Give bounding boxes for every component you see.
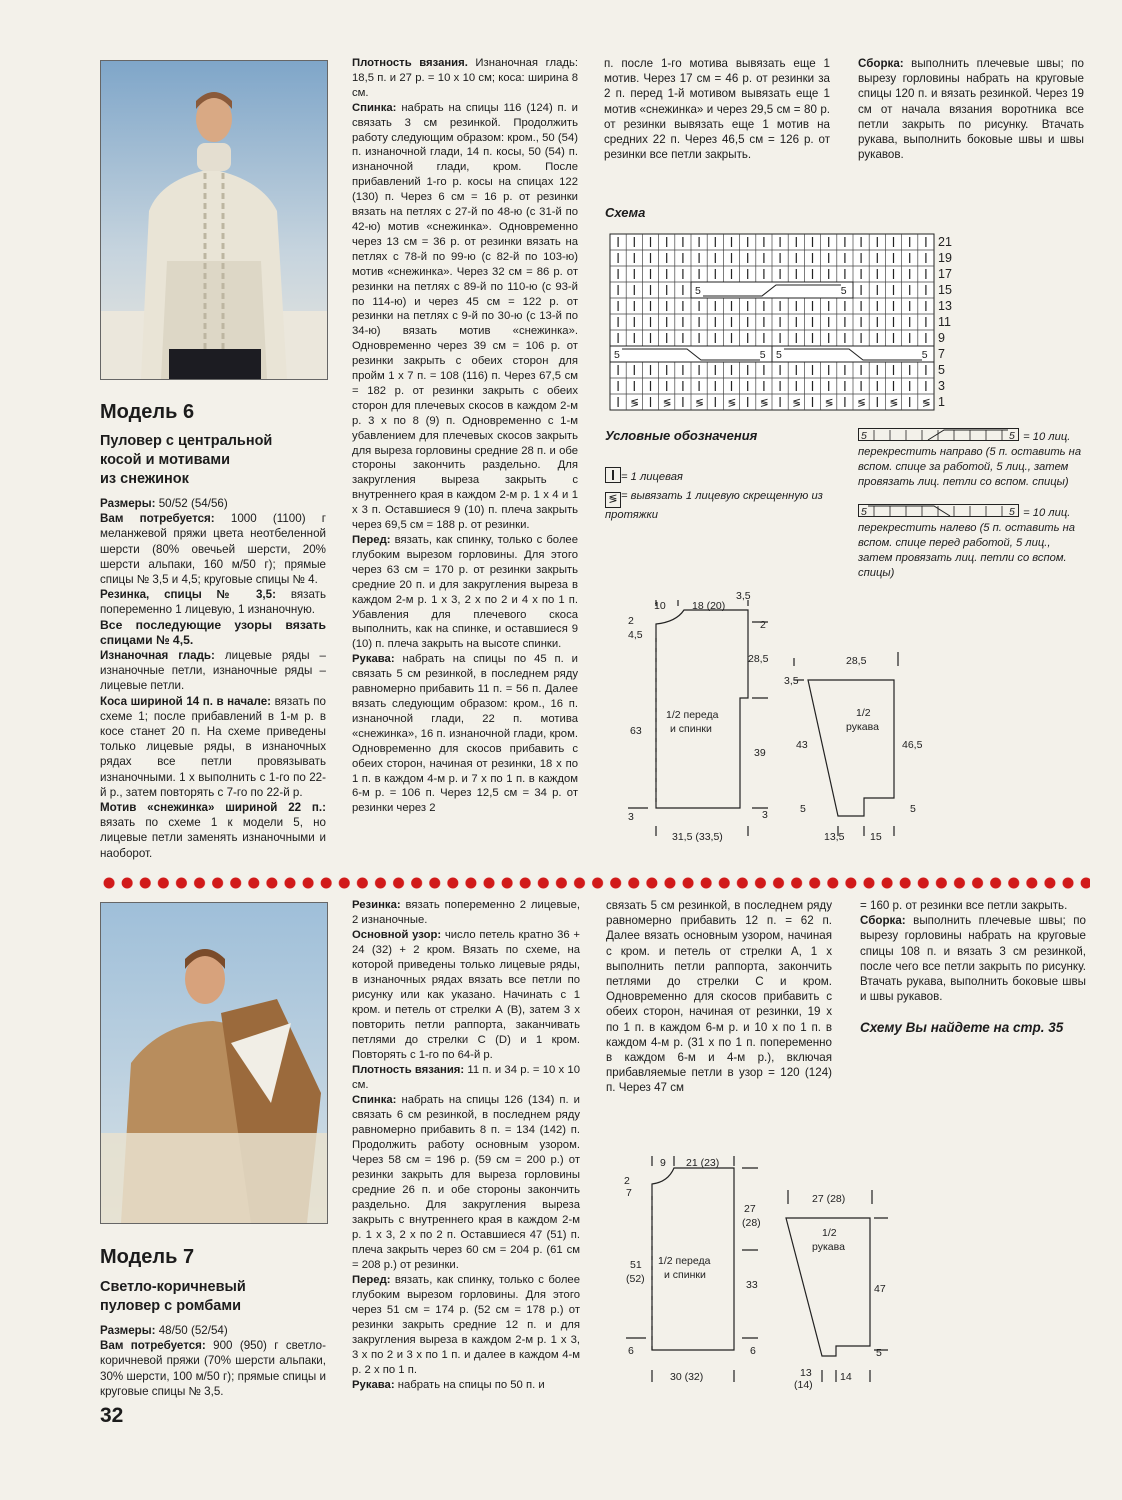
dim-left-3: 63 bbox=[630, 725, 642, 737]
para-text: 1000 (1100) г меланжевой пряжи цвета неотбеленной шерсти (80% овечьей шерсти, 20% шерсти альпаки, 160 м/50 г); прямые спицы № 3,5 и 4,5; круговые спицы № 4. bbox=[100, 512, 326, 587]
model7-garment-pattern bbox=[618, 1150, 908, 1394]
sleeve-bottom-1: 13,5 bbox=[824, 831, 845, 843]
sleeve-right-2: 5 bbox=[910, 803, 916, 815]
para-label: Сборка: bbox=[860, 914, 906, 928]
cable-number: 5 bbox=[921, 349, 928, 361]
model6-photo-illustration bbox=[101, 61, 327, 379]
sleeve-label-2: рукава bbox=[812, 1241, 845, 1253]
dim-left-5: 6 bbox=[628, 1345, 634, 1357]
model6-subtitle-line-2: косой и мотивами bbox=[100, 452, 231, 468]
dim-top-2: 18 (20) bbox=[692, 600, 726, 612]
dim-right-2: (28) bbox=[742, 1217, 761, 1229]
para-text: вязать по схеме 1; после прибавлений в 1-м р. в косе станет 20 п. На схеме приведены только лицевые ряды, в изнаночных рядах все петли провязывать изнаночными. 1 х выполнить с 1-го по 22-й р., затем повторять с 7-го по 22-й р. bbox=[100, 694, 326, 799]
see-also-note: Схему Вы найдете на стр. 35 bbox=[860, 1020, 1064, 1035]
paragraph bbox=[100, 587, 326, 617]
cable-num-left: 5 bbox=[861, 506, 867, 518]
knitting-chart bbox=[600, 228, 960, 414]
paragraph bbox=[858, 56, 1084, 162]
para-text: число петель кратно 36 + 24 (32) + 2 кром. Вязать по схеме, на которой приведены только лицевые ряды, в изнаночных рядах вязать все петли по рисунку или как указано. Начинать с 1 кром. и петель от стрелки А (В), затем 3 х повторить петли раппорта, заканчивать петлями до стрелки С (D) и 1 кром. Повторять с 1-го по 64-й р. bbox=[352, 929, 581, 1061]
para-label: Перед: bbox=[352, 534, 391, 546]
paragraph bbox=[100, 496, 326, 511]
sleeve-label-1: 1/2 bbox=[822, 1227, 837, 1239]
dim-left-1: 2 bbox=[628, 615, 634, 627]
paragraph bbox=[352, 898, 580, 928]
model6-subtitle-line-1: Пуловер с центральной bbox=[100, 433, 273, 449]
para-text: набрать на спицы 116 (124) п. и связать 3 см резинкой. Продолжить работу следующим образом: кром., 50 (54) п. изнаночной глади, 14 п. косы, 50 (54) п. изнаночной глади, кром. После прибавлений 1-го р. косы на спицах 122 (130) п. Через 6 см = 16 р. от резинки вязать на петлях с 27-й по 48-ю (с 31-й по 42-ю) мотив «снежинка». Одновременно через 13 см = 36 р. от резинки вязать на петлях с 78-й по 99-ю (с 82-й по 103-ю) мотив «снежинка». Через 32 см = 86 р. от резинки на петлях с 89-й по 110-ю (с 93-й по 114-ю) и через 45 см = 122 р. от резинки на петлях с 9-й по 30-ю (с 13-й по 34-ю) вязать мотив «снежинка». Одновременно через 39 см = 106 р. от резинки закрыть с обеих сторон для пройм 1 х 7 п. = 108 (116) п. Через 67,5 см = 182 р. от резинки закрыть с обеих сторон для плечевых скосов в каждом 2-м р. 3 х по 8 (9) п. Одновременно с 1-м убавлением для плечевых скосов закрыть для выреза горловины средние 28 п. и обе стороны закончить раздельно. Для закругления выреза закрыть с внутреннего края в каждом 2-м р. 1 х 4 и 1 х 3 п. Оставшиеся 9 (10) п. плеча закрыть через 69,5 см = 188 р. от резинки. bbox=[352, 101, 578, 532]
para-label: Мотив «снежинка» шириной 22 п.: bbox=[100, 801, 326, 815]
para-label: Основной узор: bbox=[352, 929, 442, 941]
twisted-knit-cell: ≶ bbox=[921, 397, 931, 409]
row-number: 11 bbox=[938, 315, 951, 329]
paragraph bbox=[352, 1273, 580, 1378]
para-label: Изнаночная гладь: bbox=[100, 649, 215, 663]
para-label: Коса шириной 14 п. в начале: bbox=[100, 694, 272, 708]
model7-subtitle-line-2: пуловер с ромбами bbox=[100, 1298, 241, 1314]
para-label: Плотность вязания: bbox=[352, 1064, 465, 1076]
paragraph bbox=[100, 694, 326, 800]
model7-col3 bbox=[606, 898, 832, 1096]
paragraph bbox=[352, 56, 578, 101]
model7-photo bbox=[100, 902, 328, 1224]
dim-right-4: 6 bbox=[750, 1345, 756, 1357]
sleeve-label-2: рукава bbox=[846, 721, 879, 733]
dim-top-1: 9 bbox=[660, 1157, 666, 1169]
row-number: 17 bbox=[938, 267, 952, 281]
body-label-2: и спинки bbox=[664, 1269, 706, 1281]
page-number: 32 bbox=[100, 1404, 124, 1427]
para-label: Рукава: bbox=[352, 1379, 395, 1391]
paragraph bbox=[352, 101, 578, 533]
dim-left-2: 7 bbox=[626, 1187, 632, 1199]
paragraph bbox=[100, 618, 326, 648]
model7-subtitle bbox=[100, 1278, 246, 1316]
para-label: Перед: bbox=[352, 1274, 391, 1286]
cable-number: 5 bbox=[759, 349, 766, 361]
model6-subtitle-line-3: из снежинок bbox=[100, 471, 189, 487]
dim-top-3: 3,5 bbox=[736, 590, 751, 602]
paragraph bbox=[100, 648, 326, 694]
sleeve-top: 28,5 bbox=[846, 655, 867, 667]
para-label: Все последующие узоры вязать спицами № 4,5. bbox=[100, 617, 326, 647]
para-text: набрать на спицы 126 (134) п. и связать 6 см резинкой, в последнем ряду равномерно прибавить 8 п. = 134 (142) п. Продолжить работу основным узором. Через 58 см = 196 р. (59 см = 200 р.) от резинки закрыть для выреза горловины средние 26 п. и обе стороны закончить раздельно. Для закругления выреза закрыть с внутреннего края в каждом 2-м р. 1 х 3, 2 х по 2 п. Оставшиеся 47 (51) п. плеча закрыть через 60 см = 204 р. (61 см = 208 р.) от резинки. bbox=[352, 1094, 580, 1271]
section-divider-dots bbox=[100, 876, 1090, 890]
twisted-knit-cell: ≶ bbox=[695, 397, 704, 409]
dim-left-3: 51 bbox=[630, 1259, 642, 1271]
paragraph bbox=[352, 1378, 580, 1393]
twisted-knit-cell: ≶ bbox=[662, 397, 672, 409]
paragraph bbox=[100, 511, 326, 587]
paragraph bbox=[352, 1063, 580, 1093]
twisted-knit-cell: ≶ bbox=[824, 397, 834, 409]
model7-col1 bbox=[100, 1323, 326, 1399]
twisted-knit-cell: ≶ bbox=[889, 397, 899, 409]
model6-garment-pattern bbox=[618, 586, 938, 850]
model6-col1 bbox=[100, 496, 326, 861]
para-text: вязать попеременно 2 лицевые, 2 изнаночные. bbox=[352, 899, 580, 926]
row-number: 5 bbox=[938, 363, 945, 377]
cable-number: 5 bbox=[776, 349, 782, 361]
paragraph bbox=[606, 898, 832, 1096]
twisted-knit-cell: ≶ bbox=[857, 397, 866, 409]
para-text: выполнить плечевые швы; по вырезу горловины набрать на круговые спицы 108 п. и вязать 3 см резинкой, после чего все петли закрыть по рисунку. Втачать рукава, выполнить боковые швы и швы рукавов. bbox=[860, 914, 1086, 1004]
chart-grid bbox=[610, 234, 934, 410]
cable-legend-right-text: = 10 лиц. перекрестить направо (5 п. оставить на вспом. спице за работой, 5 лиц., затем провязать лиц. петли со вспом. спицы) bbox=[858, 431, 1082, 488]
para-text: 48/50 (52/54) bbox=[155, 1324, 228, 1337]
para-label: Спинка: bbox=[352, 101, 397, 114]
dim-top-1: 10 bbox=[654, 600, 666, 612]
model6-title: Модель 6 bbox=[100, 401, 195, 423]
model7-photo-illustration bbox=[101, 903, 327, 1223]
para-text: вязать попеременно 1 лицевую, 1 изнаночную. bbox=[100, 588, 326, 617]
body-label-1: 1/2 переда bbox=[666, 709, 719, 721]
model7-subtitle-line-1: Светло-коричневый bbox=[100, 1279, 246, 1295]
body-label-1: 1/2 переда bbox=[658, 1255, 711, 1267]
model6-col4 bbox=[858, 56, 1084, 162]
para-label: Спинка: bbox=[352, 1094, 397, 1106]
cable-legend-left bbox=[858, 504, 1084, 581]
para-label: Размеры: bbox=[100, 497, 156, 510]
dim-left-1: 2 bbox=[624, 1175, 630, 1187]
dim-right-3: 33 bbox=[746, 1279, 758, 1291]
paragraph bbox=[100, 800, 326, 861]
row-number: 13 bbox=[938, 299, 952, 313]
model7-col4 bbox=[860, 898, 1086, 1004]
row-number: 7 bbox=[938, 347, 945, 361]
para-text: набрать на спицы по 50 п. и bbox=[394, 1379, 545, 1391]
para-text: 50/52 (54/56) bbox=[155, 497, 228, 510]
dim-right-2: 28,5 bbox=[748, 653, 769, 665]
model6-col2 bbox=[352, 56, 578, 816]
row-number: 3 bbox=[938, 379, 945, 393]
sleeve-label-1: 1/2 bbox=[856, 707, 871, 719]
dim-left-4: 3 bbox=[628, 811, 634, 823]
body-label-2: и спинки bbox=[670, 723, 712, 735]
paragraph bbox=[860, 898, 1086, 913]
paragraph bbox=[352, 1093, 580, 1273]
sleeve-right-1: 46,5 bbox=[902, 739, 923, 751]
para-text: лицевые ряды – изнаночные петли, изнаночные ряды – лицевые петли. bbox=[100, 649, 326, 693]
para-text: = 160 р. от резинки все петли закрыть. bbox=[860, 899, 1068, 912]
legend-twisted-text: = вывязать 1 лицевую скрещенную из протяжки bbox=[605, 490, 823, 521]
sleeve-right-1: 47 bbox=[874, 1283, 886, 1295]
sleeve-left-1: 3,5 bbox=[784, 675, 799, 687]
dim-right-1: 2 bbox=[760, 619, 766, 631]
cable-legend-left-text: = 10 лиц. перекрестить налево (5 п. оставить на вспом. спице перед работой, 5 лиц., затем провязать лиц. петли со вспом. спицы) bbox=[858, 507, 1075, 579]
para-text: вязать, как спинку, только с более глубоким вырезом горловины. Для этого через 51 см = 174 р. (52 см = 178 р.) от резинки закрыть средние 12 п. и для закругления выреза в каждом 2-м р. 1 х 3, 3 х по 2 и 3 х по 1 п. и далее в каждом 4-м р. 2 х по 1 п. bbox=[352, 1274, 580, 1376]
sleeve-bottom-2: (14) bbox=[794, 1379, 813, 1391]
paragraph bbox=[352, 533, 578, 652]
para-label: Вам потребуется: bbox=[100, 512, 215, 526]
sleeve-bottom-1: 13 bbox=[800, 1367, 812, 1379]
sleeve-right-2: 5 bbox=[876, 1347, 882, 1359]
para-label: Размеры: bbox=[100, 1324, 156, 1337]
legend-twisted bbox=[605, 489, 835, 523]
para-label: Рукава: bbox=[352, 653, 395, 666]
cable-number: 5 bbox=[840, 285, 847, 297]
sleeve-bottom-3: 14 bbox=[840, 1371, 852, 1383]
para-label: Резинка: bbox=[352, 899, 401, 911]
cable-num-left: 5 bbox=[861, 430, 867, 442]
knit-icon bbox=[605, 467, 621, 483]
para-text: п. после 1-го мотива вывязать еще 1 мотив. Через 17 см = 46 р. от резинки за 2 п. перед 1-й мотивом вывязать еще 1 мотив «снежинка» и через 29,5 см = 80 р. от резинки вывязать еще 1 мотив на средних 22 п. Через 46,5 см = 126 р. от резинки все петли закрыть. bbox=[604, 57, 830, 162]
dim-bottom: 31,5 (33,5) bbox=[672, 831, 723, 843]
para-text: выполнить плечевые швы; по вырезу горловины набрать на круговые спицы 120 п. и вязать резинкой. Через 19 см от начала вязания воротника все петли закрыть по рисунку. Втачать рукава, выполнить боковые швы и швы рукавов. bbox=[858, 57, 1084, 162]
dim-top-2: 21 (23) bbox=[686, 1157, 720, 1169]
para-text: связать 5 см резинкой, в последнем ряду равномерно прибавить 12 п. = 62 п. Далее вязать основным узором, начиная с кром. и петель от стрелки А, 1 х выполнить петли раппорта, закончить петлями до стрелки С и кром. Одновременно для скосов прибавить с обеих сторон, начиная от резинки, 19 х по 1 п. в каждом 6-м р. и 10 х по 1 п. в каждом 4-м р. (31 х по 1 п. попеременно в каждом 6-м и 4-м р.), включая прибавляемые петли в узор = 120 (124) п. Через 47 см bbox=[606, 899, 832, 1095]
sleeve-left-2: 43 bbox=[796, 739, 808, 751]
twisted-knit-cell: ≶ bbox=[759, 397, 769, 409]
dim-right-4: 3 bbox=[762, 809, 768, 821]
cable-number: 5 bbox=[695, 285, 701, 297]
paragraph bbox=[352, 652, 578, 816]
model7-col2 bbox=[352, 898, 580, 1393]
paragraph bbox=[860, 913, 1086, 1004]
chart-row-numbers bbox=[938, 235, 952, 409]
paragraph bbox=[100, 1338, 326, 1399]
para-text: 11 п. и 34 р. = 10 х 10 см. bbox=[352, 1064, 581, 1091]
dim-right-1: 27 bbox=[744, 1203, 756, 1215]
sleeve-top: 27 (28) bbox=[812, 1193, 846, 1205]
twisted-knit-cell: ≶ bbox=[792, 397, 802, 409]
para-text: набрать на спицы по 45 п. и связать 5 см резинкой, в последнем ряду равномерно прибавить 11 п. = 56 п. Далее вязать следующим образом: кром., 16 п. изнаночной глади, 22 п. мотива «снежинка», 16 п. изнаночной глади, кром. Одновременно для скосов прибавить с обеих сторон, начиная от резинки, 18 х по 1 п. в каждом 4-м р. и 7 х по 1 п. в каждом 6-м р. = 106 п. Через 12,5 см = 34 р. от резинки через 2 bbox=[352, 653, 578, 815]
sleeve-bottom-2: 15 bbox=[870, 831, 882, 843]
dim-left-4: (52) bbox=[626, 1273, 645, 1285]
cable-num-right: 5 bbox=[1009, 430, 1015, 442]
para-text: 900 (950) г светло-коричневой пряжи (70% шерсти альпаки, 30% шерсти, 100 м/50 г); прямые спицы и круговые спицы № 3,5. bbox=[100, 1339, 326, 1398]
para-label: Сборка: bbox=[858, 57, 904, 70]
para-label: Вам потребуется: bbox=[100, 1339, 206, 1353]
para-text: Изнаночная гладь: 18,5 п. и 27 р. = 10 х 10 см; коса: ширина 8 см. bbox=[352, 57, 578, 99]
dim-left-2: 4,5 bbox=[628, 629, 643, 641]
row-number: 9 bbox=[938, 331, 945, 345]
twisted-knit-cell: ≶ bbox=[727, 397, 737, 409]
legend-title: Условные обозначения bbox=[605, 428, 758, 443]
cable-number: 5 bbox=[614, 349, 620, 361]
model7-title: Модель 7 bbox=[100, 1246, 195, 1268]
model6-subtitle bbox=[100, 432, 272, 489]
cable-left-icon bbox=[858, 504, 1020, 518]
para-text: вязать, как спинку, только с более глубоким вырезом горловины. Для этого через 63 см = 170 р. от резинки закрыть средние 20 п. и для закругления выреза в каждом 2-м р. 1 х 3, 2 х по 2 и 4 х по 1 п. Убавления для плечевого скоса выполнить, как на спинке, и оставшиеся 9 (10) п. плеча закрыть на высоте спинки. bbox=[352, 534, 578, 651]
paragraph bbox=[604, 56, 830, 162]
legend-knit bbox=[605, 467, 845, 485]
dim-right-3: 39 bbox=[754, 747, 766, 759]
cable-num-right: 5 bbox=[1009, 506, 1015, 518]
twisted-knit-icon: ≶ bbox=[605, 492, 621, 508]
row-number: 21 bbox=[938, 235, 952, 249]
row-number: 1 bbox=[938, 395, 945, 409]
model6-col3 bbox=[604, 56, 830, 162]
paragraph bbox=[352, 928, 580, 1063]
twisted-knit-cell: ≶ bbox=[630, 397, 640, 409]
row-number: 15 bbox=[938, 283, 952, 297]
row-number: 19 bbox=[938, 251, 952, 265]
cable-legend-right bbox=[858, 428, 1084, 490]
schema-title: Схема bbox=[605, 205, 646, 220]
legend-knit-text: = 1 лицевая bbox=[621, 471, 683, 483]
cable-right-icon bbox=[858, 428, 1020, 442]
para-text: вязать по схеме 1 к модели 5, но лицевые петли заменять изнаночными и наоборот. bbox=[100, 816, 326, 860]
para-label: Плотность вязания. bbox=[352, 57, 468, 69]
paragraph bbox=[100, 1323, 326, 1338]
para-label: Резинка, спицы № 3,5: bbox=[100, 588, 276, 602]
sleeve-left-3: 5 bbox=[800, 803, 806, 815]
dim-bottom: 30 (32) bbox=[670, 1371, 704, 1383]
model6-photo bbox=[100, 60, 328, 380]
